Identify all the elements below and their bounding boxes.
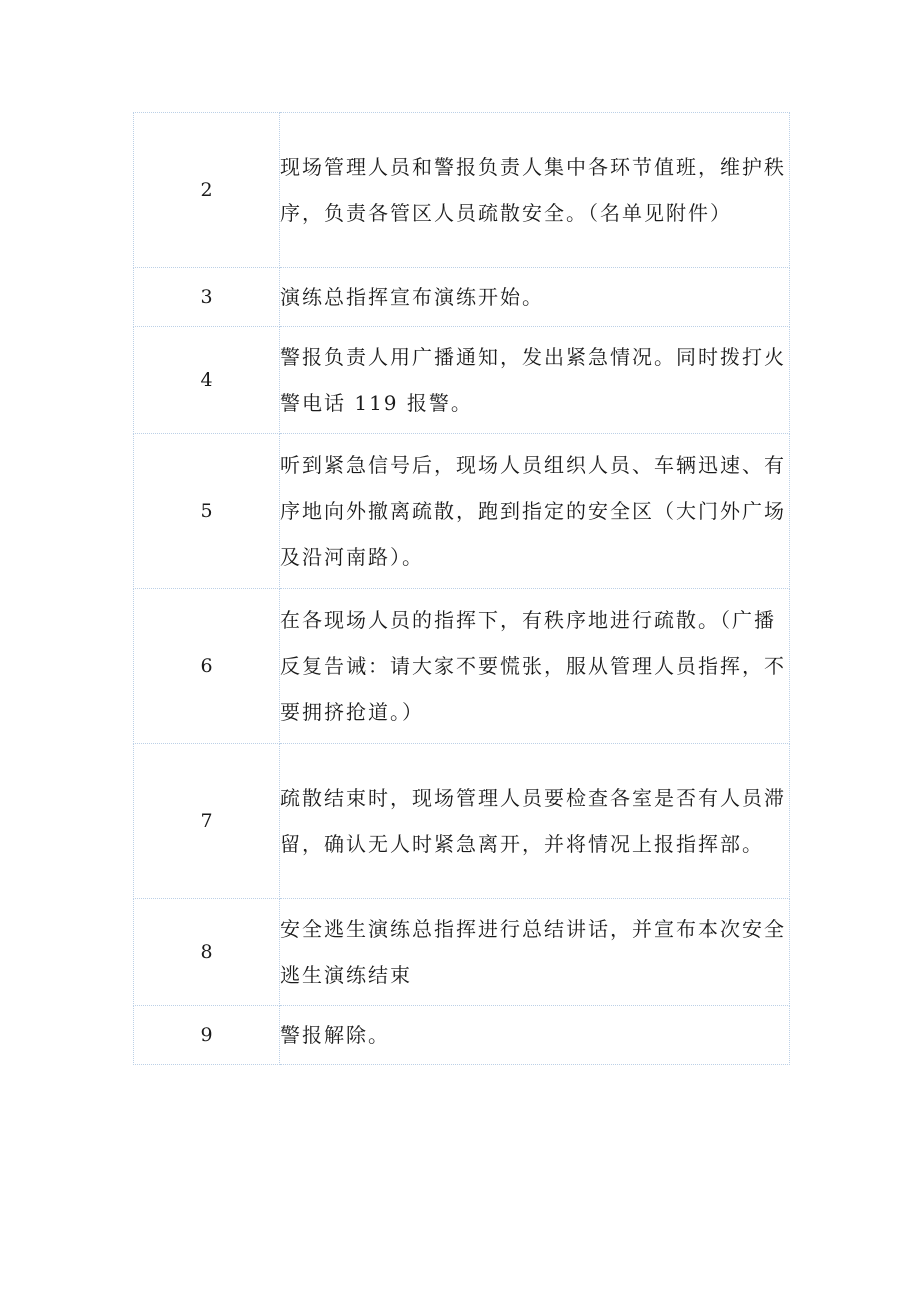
table-row [134,327,790,434]
drill-steps-table [133,112,790,1065]
table-row [134,589,790,744]
step-number: 6 [134,589,280,744]
step-number: 7 [134,744,280,899]
step-number: 9 [134,1006,280,1065]
step-description: 在各现场人员的指挥下，有秩序地进行疏散。（广播反复告诫：请大家不要慌张，服从管理人员指挥，不要拥挤抢道。） [280,589,790,744]
step-description: 警报解除。 [280,1006,790,1065]
step-description: 现场管理人员和警报负责人集中各环节值班，维护秩序，负责各管区人员疏散安全。（名单见附件） [280,113,790,268]
table-row [134,744,790,899]
step-number: 2 [134,113,280,268]
step-number: 5 [134,434,280,589]
table-row [134,1006,790,1065]
step-description: 警报负责人用广播通知，发出紧急情况。同时拨打火警电话 119 报警。 [280,327,790,434]
step-number: 4 [134,327,280,434]
step-description: 听到紧急信号后，现场人员组织人员、车辆迅速、有序地向外撤离疏散，跑到指定的安全区（大门外广场及沿河南路）。 [280,434,790,589]
table-row [134,268,790,327]
step-description: 演练总指挥宣布演练开始。 [280,268,790,327]
step-description: 安全逃生演练总指挥进行总结讲话，并宣布本次安全逃生演练结束 [280,899,790,1006]
step-number: 3 [134,268,280,327]
step-description: 疏散结束时，现场管理人员要检查各室是否有人员滞留，确认无人时紧急离开，并将情况上报指挥部。 [280,744,790,899]
table-row [134,113,790,268]
step-number: 8 [134,899,280,1006]
table-row [134,434,790,589]
table-row [134,899,790,1006]
